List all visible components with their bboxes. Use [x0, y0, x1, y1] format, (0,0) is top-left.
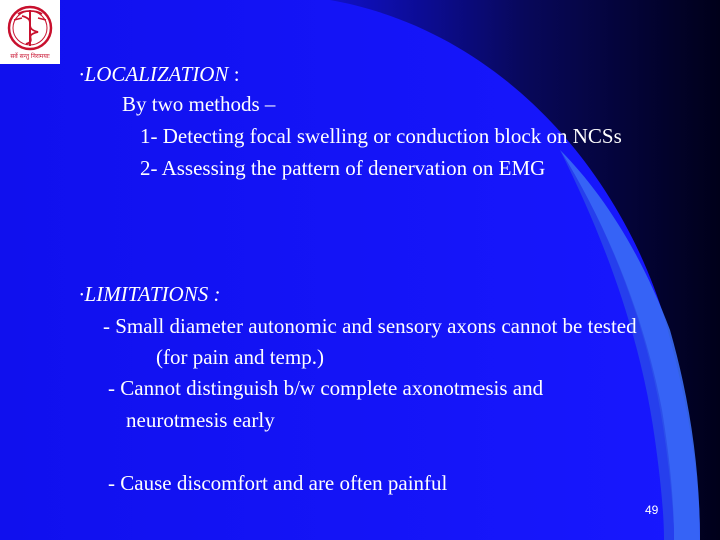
localization-line: 1- Detecting focal swelling or conduction block on NCSs — [140, 124, 622, 148]
localization-heading: LOCALIZATION — [84, 62, 229, 86]
localization-line: 2- Assessing the pattern of denervation on EMG — [140, 156, 546, 180]
institution-logo — [0, 0, 60, 64]
limitations-line: (for pain and temp.) — [156, 345, 324, 369]
limitations-line: neurotmesis early — [126, 408, 275, 432]
limitations-heading: LIMITATIONS : — [84, 282, 221, 306]
limitations-line: - Small diameter autonomic and sensory axons cannot be tested — [103, 314, 637, 338]
limitations-heading-line — [80, 282, 220, 308]
bullet-icon: • — [80, 290, 84, 302]
localization-line: By two methods – — [122, 92, 276, 116]
limitations-line: - Cannot distinguish b/w complete axonotmesis and — [108, 376, 544, 400]
bullet-icon: • — [80, 70, 84, 82]
logo-caption: सर्वे सन्तु निरामयाः — [10, 53, 50, 60]
limitations-line: - Cause discomfort and are often painful — [108, 471, 448, 495]
page-number: 49 — [645, 503, 659, 517]
localization-colon: : — [228, 62, 240, 86]
localization-heading-line — [80, 62, 240, 88]
